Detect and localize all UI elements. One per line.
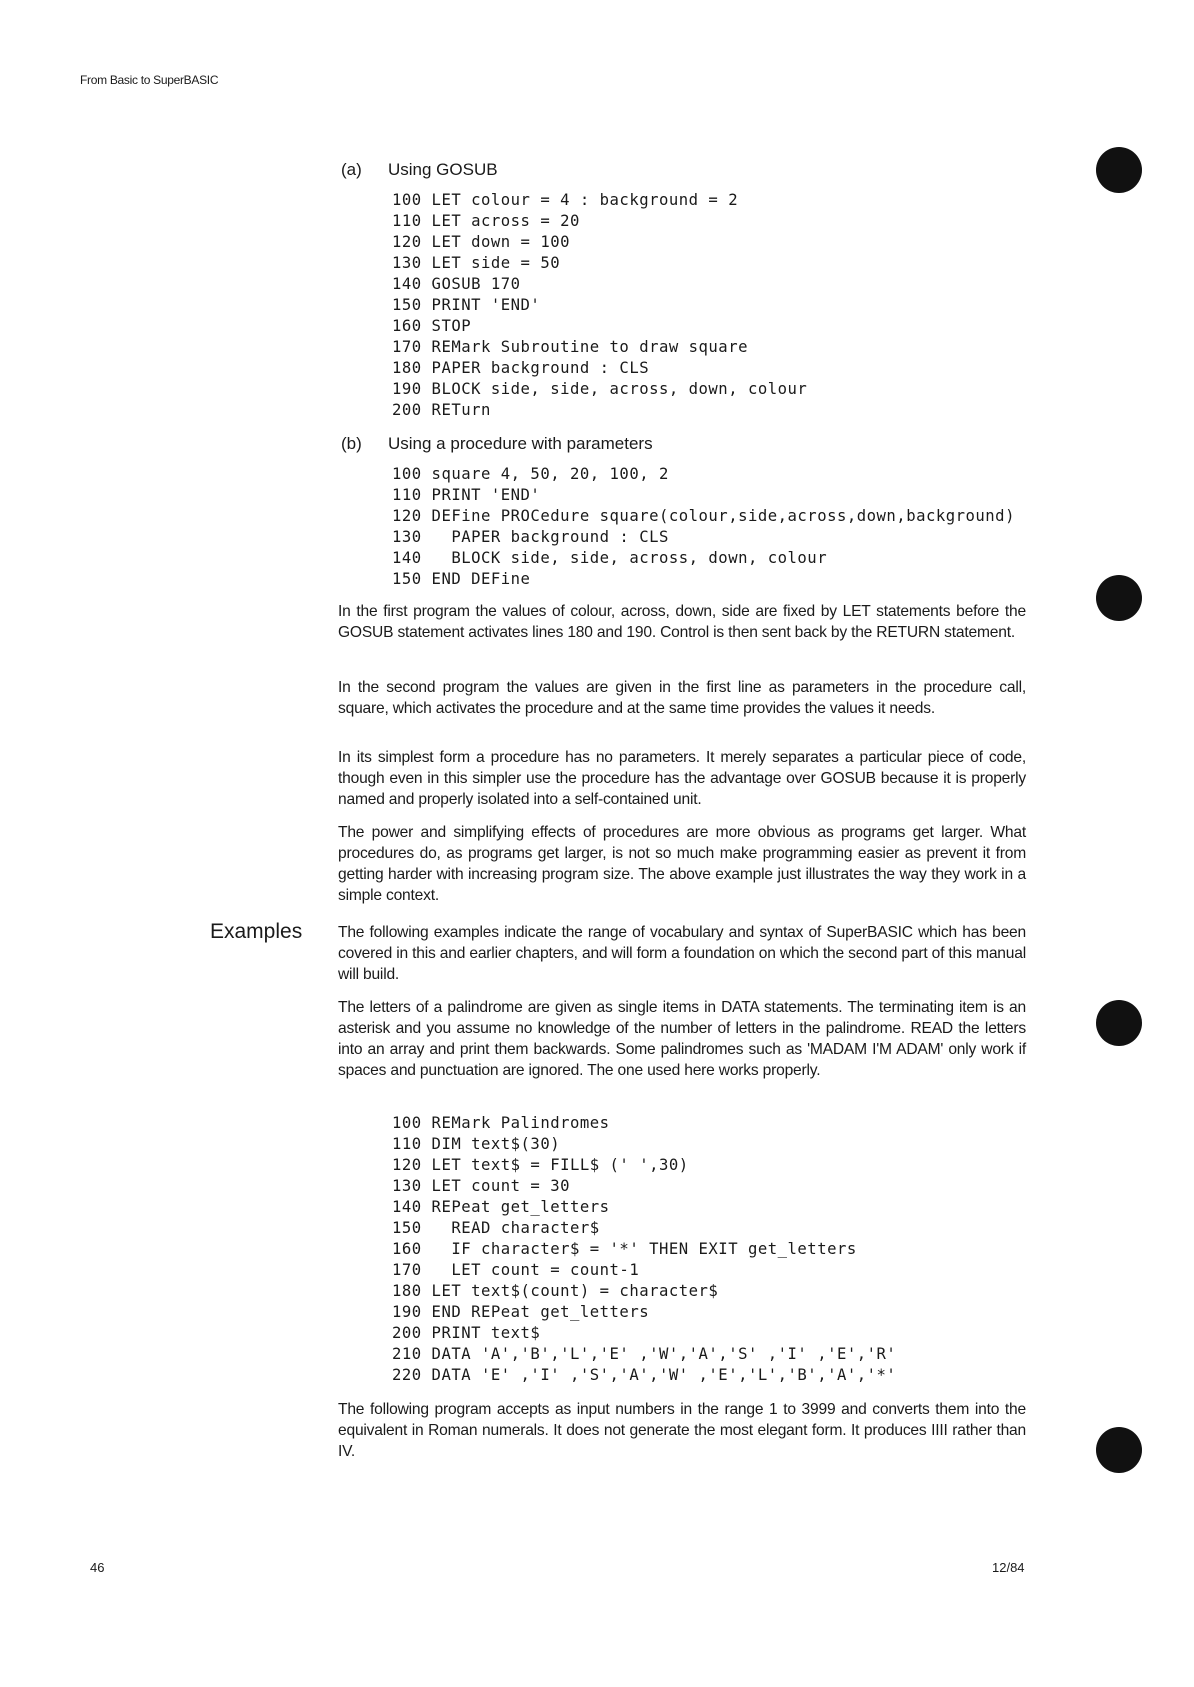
section-b-title: Using a procedure with parameters <box>388 434 653 453</box>
paragraph-second-program: In the second program the values are given in the first line as parameters in the procedure call, square, which activates the procedure and at the same time provides the values it needs. <box>338 679 1026 717</box>
code-listing-palindromes: 100 REMark Palindromes 110 DIM text$(30) 120 LET text$ = FILL$ (' ',30) 130 LET count = 30 140 REPeat get_letters 150 READ character$ 160 IF character$ = '*' THEN EXIT get_letters 170 LET count = count-1 180 LET text$(count) = character$ 190 END REPeat get_letters 200 PRINT text$ 210 DATA 'A','B','L','E' ,'W','A','S' ,'I' ,'E','R' 220 DATA 'E' ,'I' ,'S','A','W' ,'E','L','B','A','*' <box>392 1114 897 1384</box>
paragraph-palindrome: The letters of a palindrome are given as single items in DATA statements. The terminating item is an asterisk and you assume no knowledge of the number of letters in the palindrome. READ the letters into an array and print them backwards. Some palindromes such as 'MADAM I'M ADAM' only work if spaces and punctuation are ignored. The one used here works properly. <box>338 999 1026 1079</box>
page-date: 12/84 <box>992 1560 1025 1575</box>
section-a-label: (a) <box>341 160 362 179</box>
page-number: 46 <box>90 1560 105 1575</box>
section-a-title: Using GOSUB <box>388 160 498 179</box>
section-b-label: (b) <box>341 434 362 453</box>
binder-hole-3 <box>1096 1000 1142 1046</box>
examples-heading: Examples <box>210 920 303 943</box>
binder-hole-1 <box>1096 147 1142 193</box>
paragraph-first-program: In the first program the values of colour, across, down, side are fixed by LET statements before the GOSUB statement activates lines 180 and 190. Control is then sent back by the RETURN statement. <box>338 603 1026 641</box>
paragraph-examples-intro: The following examples indicate the range of vocabulary and syntax of SuperBASIC which has been covered in this and earlier chapters, and will form a foundation on which the second part of this manual will build. <box>338 924 1026 983</box>
running-header: From Basic to SuperBASIC <box>80 73 219 87</box>
code-listing-procedure: 100 square 4, 50, 20, 100, 2 110 PRINT 'END' 120 DEFine PROCedure square(colour,side,across,down,background) 130 PAPER background : CLS 140 BLOCK side, side, across, down, colour 150 END DEFine <box>392 465 1015 588</box>
binder-hole-2 <box>1096 575 1142 621</box>
binder-hole-4 <box>1096 1427 1142 1473</box>
paragraph-simplest-form: In its simplest form a procedure has no parameters. It merely separates a particular piece of code, though even in this simpler use the procedure has the advantage over GOSUB because it is properly named and properly isolated into a self-contained unit. <box>338 749 1026 808</box>
code-listing-gosub: 100 LET colour = 4 : background = 2 110 LET across = 20 120 LET down = 100 130 LET side = 50 140 GOSUB 170 150 PRINT 'END' 160 STOP 170 REMark Subroutine to draw square 180 PAPER background : CLS 190 BLOCK side, side, across, down, colour 200 RETurn <box>392 191 808 419</box>
paragraph-roman-numerals: The following program accepts as input numbers in the range 1 to 3999 and converts them into the equivalent in Roman numerals. It does not generate the most elegant form. It produces IIII rather than IV. <box>338 1401 1026 1460</box>
paragraph-power: The power and simplifying effects of procedures are more obvious as programs get larger. What procedures do, as programs get larger, is not so much make programming easier as prevent it from getting harder with increasing program size. The above example just illustrates the way they work in a simple context. <box>338 824 1026 904</box>
